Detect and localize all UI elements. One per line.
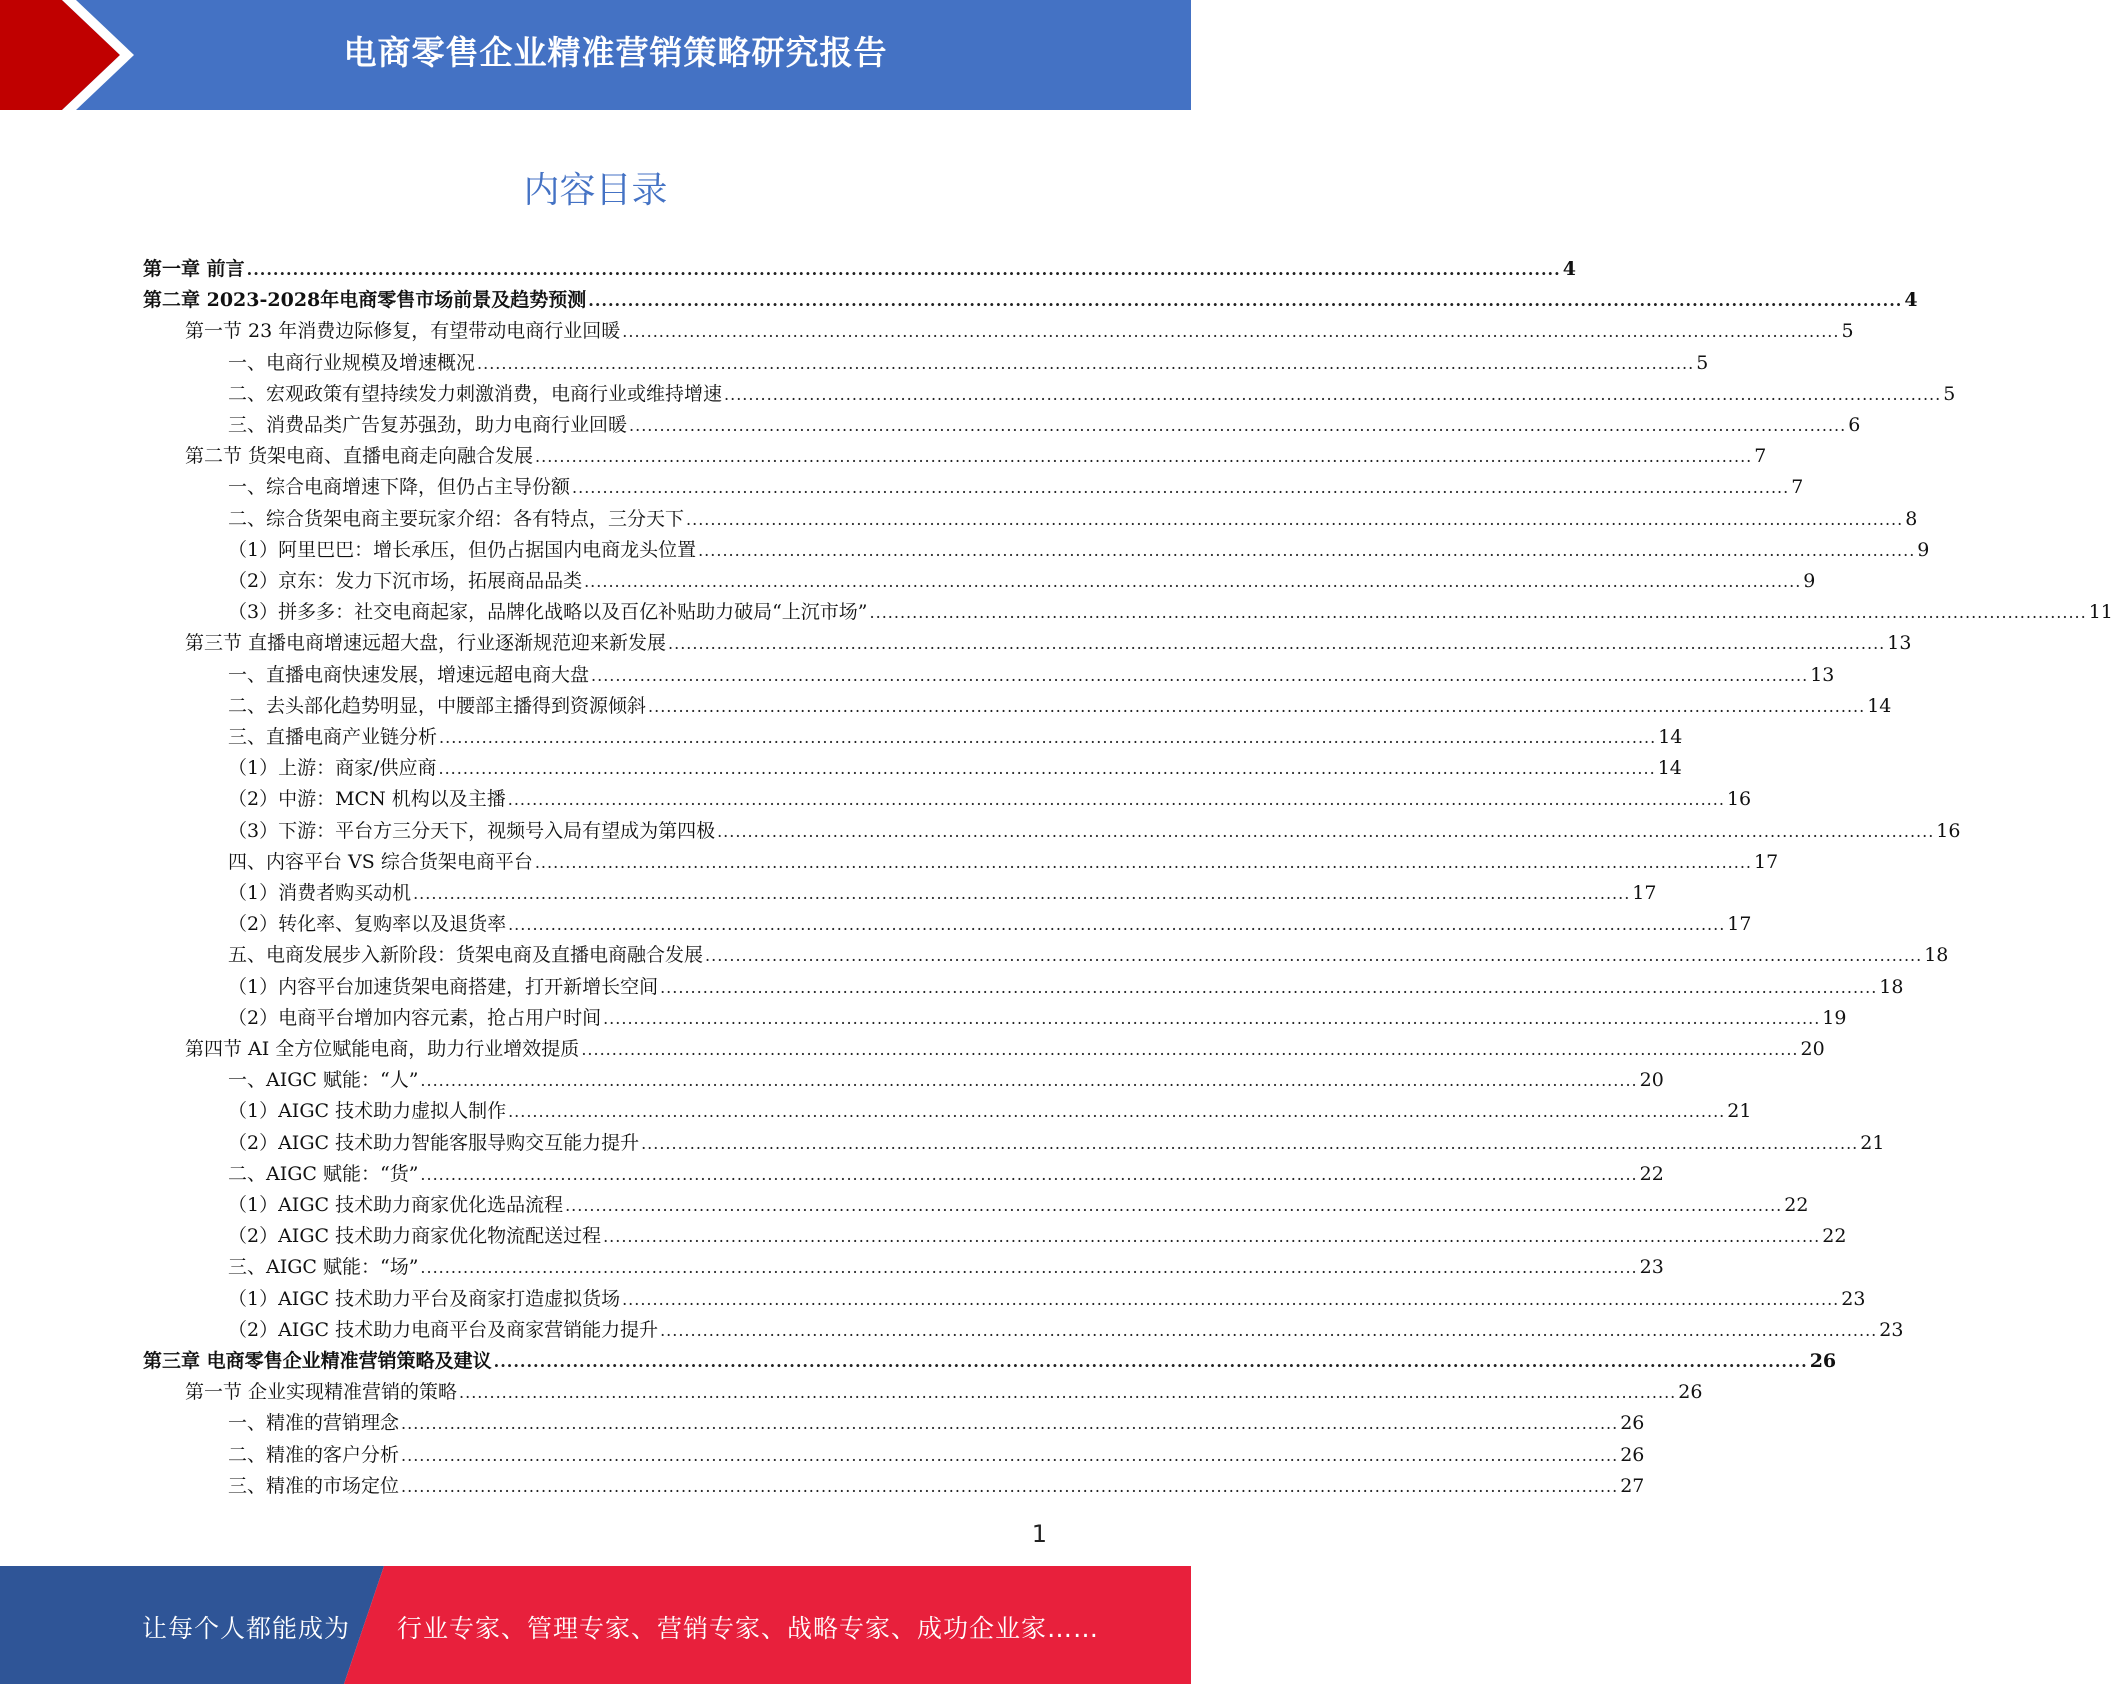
toc-entry[interactable] bbox=[228, 379, 1956, 410]
toc-entry[interactable] bbox=[228, 784, 1752, 815]
arrow-chevron-icon bbox=[0, 0, 160, 110]
toc-entry-page: 16 bbox=[1726, 788, 1752, 810]
toc-entry-title: 二、宏观政策有望持续发力刺激消费，电商行业或维持增速 bbox=[228, 383, 723, 405]
toc-leader-dots: ........................................................................................................................................................................................................ bbox=[534, 853, 1753, 872]
toc-entry-title: （2）京东：发力下沉市场，拓展商品品类 bbox=[228, 570, 583, 592]
toc-entry-page: 27 bbox=[1620, 1475, 1645, 1497]
toc-entry-page: 17 bbox=[1727, 913, 1752, 935]
toc-entry-page: 5 bbox=[1696, 352, 1709, 374]
toc-entry-title: （2）转化率、复购率以及退货率 bbox=[228, 913, 507, 935]
toc-leader-dots: ........................................................................................................................................................................................................ bbox=[686, 510, 1904, 529]
toc-entry[interactable] bbox=[228, 1408, 1645, 1439]
toc-entry-page: 5 bbox=[1943, 383, 1956, 405]
toc-entry[interactable] bbox=[228, 753, 1682, 784]
toc-entry-title: （3）下游：平台方三分天下，视频号入局有望成为第四极 bbox=[228, 820, 716, 842]
toc-entry-page: 23 bbox=[1879, 1319, 1904, 1341]
toc-entry[interactable] bbox=[228, 348, 1709, 379]
toc-entry-title: 一、综合电商增速下降，但仍占主导份额 bbox=[228, 476, 571, 498]
toc-entry-page: 26 bbox=[1678, 1381, 1703, 1403]
toc-entry-title: 第三章 电商零售企业精准营销策略及建议 bbox=[143, 1350, 492, 1372]
toc-entry-title: 二、去头部化趋势明显，中腰部主播得到资源倾斜 bbox=[228, 695, 647, 717]
toc-leader-dots: ........................................................................................................................................................................................................ bbox=[508, 1102, 1726, 1121]
toc-entry-title: （2）AIGC 技术助力商家优化物流配送过程 bbox=[228, 1225, 602, 1247]
toc-entry-title: 二、综合货架电商主要玩家介绍：各有特点，三分天下 bbox=[228, 508, 685, 530]
toc-entry[interactable] bbox=[228, 535, 1930, 566]
toc-entry[interactable] bbox=[228, 847, 1779, 878]
toc-entry[interactable] bbox=[228, 1252, 1664, 1283]
toc-entry[interactable] bbox=[228, 472, 1804, 503]
toc-leader-dots: ........................................................................................................................................................................................................ bbox=[413, 884, 1631, 903]
toc-entry-page: 5 bbox=[1841, 320, 1854, 342]
toc-entry-page: 13 bbox=[1810, 664, 1835, 686]
toc-entry-title: （1）阿里巴巴：增长承压，但仍占据国内电商龙头位置 bbox=[228, 539, 697, 561]
toc-entry-title: 三、AIGC 赋能：“场” bbox=[228, 1256, 419, 1278]
toc-leader-dots: ........................................................................................................................................................................................................ bbox=[459, 1383, 1677, 1402]
toc-entry-page: 26 bbox=[1620, 1444, 1645, 1466]
toc-entry-page: 16 bbox=[1936, 820, 1961, 842]
toc-entry-page: 19 bbox=[1822, 1007, 1847, 1029]
toc-entry-title: 一、AIGC 赋能：“人” bbox=[228, 1069, 419, 1091]
toc-entry-page: 23 bbox=[1639, 1256, 1664, 1278]
toc-entry-page: 22 bbox=[1784, 1194, 1809, 1216]
toc-leader-dots: ........................................................................................................................................................................................................ bbox=[581, 1040, 1799, 1059]
toc-entry-title: 第一章 前言 bbox=[143, 258, 245, 280]
toc-entry-title: （2）电商平台增加内容元素，抢占用户时间 bbox=[228, 1007, 602, 1029]
toc-entry[interactable] bbox=[228, 1471, 1645, 1502]
toc-leader-dots: ........................................................................................................................................................................................................ bbox=[420, 1258, 1638, 1277]
toc-entry-page: 9 bbox=[1803, 570, 1816, 592]
toc-entry[interactable] bbox=[228, 1315, 1904, 1346]
toc-entry-page: 4 bbox=[1562, 258, 1576, 280]
toc-entry-title: （1）AIGC 技术助力商家优化选品流程 bbox=[228, 1194, 564, 1216]
toc-leader-dots: ........................................................................................................................................................................................................ bbox=[572, 478, 1790, 497]
toc-entry-page: 20 bbox=[1639, 1069, 1664, 1091]
toc-entry-page: 11 bbox=[2088, 601, 2113, 623]
toc-entry-page: 14 bbox=[1657, 757, 1682, 779]
toc-entry[interactable] bbox=[228, 597, 2113, 628]
toc-leader-dots: ........................................................................................................................................................................................................ bbox=[622, 1290, 1840, 1309]
toc-entry-page: 22 bbox=[1639, 1163, 1664, 1185]
toc-entry-page: 18 bbox=[1879, 976, 1904, 998]
toc-entry-page: 14 bbox=[1658, 726, 1683, 748]
toc-entry[interactable] bbox=[228, 1003, 1847, 1034]
toc-entry-page: 7 bbox=[1791, 476, 1804, 498]
toc-entry-page: 18 bbox=[1924, 944, 1949, 966]
toc-entry[interactable] bbox=[228, 1096, 1752, 1127]
toc-entry[interactable] bbox=[185, 441, 1767, 472]
toc-entry[interactable] bbox=[228, 410, 1861, 441]
toc-entry-page: 13 bbox=[1887, 632, 1912, 654]
toc-entry[interactable] bbox=[228, 1065, 1664, 1096]
toc-leader-dots: ........................................................................................................................................................................................................ bbox=[246, 260, 1561, 279]
toc-entry-title: （1）内容平台加速货架电商搭建，打开新增长空间 bbox=[228, 976, 659, 998]
toc-entry-page: 6 bbox=[1848, 414, 1861, 436]
toc-leader-dots: ........................................................................................................................................................................................................ bbox=[584, 572, 1802, 591]
toc-entry[interactable] bbox=[228, 816, 1961, 847]
toc-entry-title: （1）AIGC 技术助力平台及商家打造虚拟货场 bbox=[228, 1288, 621, 1310]
toc-entry-title: 二、精准的客户分析 bbox=[228, 1444, 400, 1466]
toc-leader-dots: ........................................................................................................................................................................................................ bbox=[508, 915, 1726, 934]
toc-entry-title: 一、精准的营销理念 bbox=[228, 1412, 400, 1434]
toc-entry[interactable] bbox=[228, 1221, 1847, 1252]
toc-entry[interactable] bbox=[228, 878, 1657, 909]
toc-entry-title: 第四节 AI 全方位赋能电商，助力行业增效提质 bbox=[185, 1038, 580, 1060]
toc-entry-title: （1）上游：商家/供应商 bbox=[228, 757, 437, 779]
toc-leader-dots: ........................................................................................................................................................................................................ bbox=[588, 291, 1903, 310]
toc-leader-dots: ........................................................................................................................................................................................................ bbox=[420, 1165, 1638, 1184]
toc-leader-dots: ........................................................................................................................................................................................................ bbox=[420, 1071, 1638, 1090]
toc-entry-title: 第一节 企业实现精准营销的策略 bbox=[185, 1381, 458, 1403]
toc-entry[interactable] bbox=[228, 566, 1816, 597]
toc-entry-title: 一、直播电商快速发展，增速远超电商大盘 bbox=[228, 664, 590, 686]
toc-leader-dots: ........................................................................................................................................................................................................ bbox=[668, 634, 1886, 653]
toc-entry-title: 三、消费品类广告复苏强劲，助力电商行业回暖 bbox=[228, 414, 628, 436]
toc-leader-dots: ........................................................................................................................................................................................................ bbox=[535, 447, 1753, 466]
toc-entry-title: （3）拼多多：社交电商起家，品牌化战略以及百亿补贴助力破局“上沉市场” bbox=[228, 601, 868, 623]
footer-banner bbox=[0, 1566, 1191, 1684]
toc-entry-title: 五、电商发展步入新阶段：货架电商及直播电商融合发展 bbox=[228, 944, 704, 966]
toc-entry[interactable] bbox=[228, 940, 1949, 971]
toc-entry-page: 23 bbox=[1841, 1288, 1866, 1310]
toc-entry[interactable] bbox=[228, 1128, 1885, 1159]
toc-entry-title: （1）AIGC 技术助力虚拟人制作 bbox=[228, 1100, 507, 1122]
toc-leader-dots: ........................................................................................................................................................................................................ bbox=[603, 1009, 1821, 1028]
header-banner bbox=[0, 0, 1191, 110]
toc-entry[interactable] bbox=[228, 1440, 1645, 1471]
toc-leader-dots: ........................................................................................................................................................................................................ bbox=[629, 416, 1847, 435]
toc-leader-dots: ........................................................................................................................................................................................................ bbox=[724, 385, 1942, 404]
toc-entry[interactable] bbox=[185, 1377, 1703, 1408]
toc-entry[interactable] bbox=[143, 285, 1918, 316]
toc-leader-dots: ........................................................................................................................................................................................................ bbox=[641, 1134, 1859, 1153]
toc-entry[interactable] bbox=[143, 1346, 1837, 1377]
toc-leader-dots: ........................................................................................................................................................................................................ bbox=[660, 1321, 1878, 1340]
toc-entry[interactable] bbox=[228, 1284, 1866, 1315]
toc-entry-page: 14 bbox=[1867, 695, 1892, 717]
toc-entry-title: 三、直播电商产业链分析 bbox=[228, 726, 438, 748]
toc-entry[interactable] bbox=[185, 316, 1854, 347]
toc-entry-page: 7 bbox=[1754, 445, 1767, 467]
toc-heading: 内容目录 bbox=[523, 170, 668, 211]
toc-entry-title: 第三节 直播电商增速远超大盘，行业逐渐规范迎来新发展 bbox=[185, 632, 667, 654]
toc-entry[interactable] bbox=[228, 722, 1683, 753]
toc-entry-title: 二、AIGC 赋能：“货” bbox=[228, 1163, 419, 1185]
toc-leader-dots: ........................................................................................................................................................................................................ bbox=[507, 790, 1725, 809]
toc-leader-dots: ........................................................................................................................................................................................................ bbox=[438, 759, 1656, 778]
toc-entry-title: （2）中游：MCN 机构以及主播 bbox=[228, 788, 506, 810]
toc-entry[interactable] bbox=[228, 504, 1918, 535]
toc-leader-dots: ........................................................................................................................................................................................................ bbox=[660, 978, 1878, 997]
toc-entry-title: 四、内容平台 VS 综合货架电商平台 bbox=[228, 851, 533, 873]
toc-entry-title: （2）AIGC 技术助力电商平台及商家营销能力提升 bbox=[228, 1319, 659, 1341]
toc-leader-dots: ........................................................................................................................................................................................................ bbox=[717, 822, 1935, 841]
toc-entry[interactable] bbox=[185, 1034, 1825, 1065]
footer-slogan-left: 让每个人都能成为 bbox=[142, 1614, 351, 1643]
toc-entry[interactable] bbox=[228, 909, 1752, 940]
footer-slogan-right: 行业专家、管理专家、营销专家、战略专家、成功企业家…… bbox=[397, 1614, 1100, 1643]
toc-entry-page: 20 bbox=[1800, 1038, 1825, 1060]
toc-entry-title: 第一节 23 年消费边际修复，有望带动电商行业回暖 bbox=[185, 320, 621, 342]
toc-leader-dots: ........................................................................................................................................................................................................ bbox=[698, 541, 1916, 560]
toc-entry[interactable] bbox=[228, 660, 1835, 691]
toc-leader-dots: ........................................................................................................................................................................................................ bbox=[401, 1477, 1619, 1496]
toc-leader-dots: ........................................................................................................................................................................................................ bbox=[705, 946, 1923, 965]
toc-leader-dots: ........................................................................................................................................................................................................ bbox=[591, 666, 1809, 685]
toc-entry-page: 26 bbox=[1620, 1412, 1645, 1434]
toc-entry[interactable] bbox=[143, 254, 1576, 285]
toc-leader-dots: ........................................................................................................................................................................................................ bbox=[565, 1196, 1783, 1215]
toc-entry-title: （1）消费者购买动机 bbox=[228, 882, 412, 904]
toc-entry[interactable] bbox=[228, 691, 1892, 722]
toc-entry-title: 第二章 2023-2028年电商零售市场前景及趋势预测 bbox=[143, 289, 587, 311]
toc-entry-page: 17 bbox=[1632, 882, 1657, 904]
toc-leader-dots: ........................................................................................................................................................................................................ bbox=[439, 728, 1657, 747]
toc-entry-page: 8 bbox=[1905, 508, 1918, 530]
toc-leader-dots: ........................................................................................................................................................................................................ bbox=[648, 697, 1866, 716]
toc-leader-dots: ........................................................................................................................................................................................................ bbox=[603, 1227, 1821, 1246]
toc-leader-dots: ........................................................................................................................................................................................................ bbox=[493, 1352, 1808, 1371]
report-title: 电商零售企业精准营销策略研究报告 bbox=[343, 33, 888, 72]
toc-entry-page: 9 bbox=[1917, 539, 1930, 561]
page-number: 1 bbox=[1031, 1520, 1047, 1548]
toc-entry-page: 17 bbox=[1754, 851, 1779, 873]
toc-entry-title: 三、精准的市场定位 bbox=[228, 1475, 400, 1497]
toc-leader-dots: ........................................................................................................................................................................................................ bbox=[401, 1414, 1619, 1433]
toc-entry-title: 第二节 货架电商、直播电商走向融合发展 bbox=[185, 445, 534, 467]
toc-entry-page: 22 bbox=[1822, 1225, 1847, 1247]
toc-leader-dots: ........................................................................................................................................................................................................ bbox=[869, 603, 2087, 622]
toc-leader-dots: ........................................................................................................................................................................................................ bbox=[477, 354, 1695, 373]
toc-entry-page: 4 bbox=[1904, 289, 1918, 311]
toc-entry-page: 21 bbox=[1727, 1100, 1752, 1122]
toc-entry[interactable] bbox=[228, 1190, 1809, 1221]
toc-entry[interactable] bbox=[185, 628, 1912, 659]
toc-entry-page: 26 bbox=[1809, 1350, 1837, 1372]
toc-leader-dots: ........................................................................................................................................................................................................ bbox=[401, 1446, 1619, 1465]
toc-leader-dots: ........................................................................................................................................................................................................ bbox=[622, 322, 1840, 341]
toc-entry-page: 21 bbox=[1860, 1132, 1885, 1154]
toc-entry-title: 一、电商行业规模及增速概况 bbox=[228, 352, 476, 374]
toc-entry[interactable] bbox=[228, 972, 1904, 1003]
toc-entry-title: （2）AIGC 技术助力智能客服导购交互能力提升 bbox=[228, 1132, 640, 1154]
toc-entry[interactable] bbox=[228, 1159, 1664, 1190]
